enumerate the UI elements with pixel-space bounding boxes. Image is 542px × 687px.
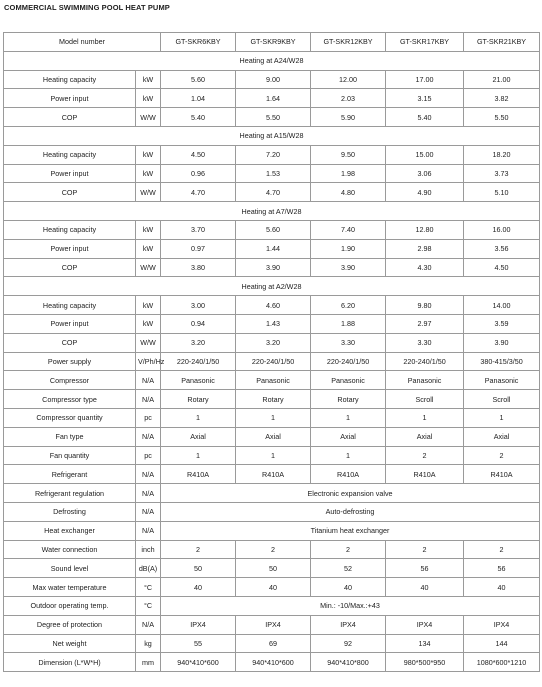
value-cell: 2.97 [386,314,464,333]
value-cell: 92 [311,634,386,653]
spec-row [4,465,540,484]
parameter-label: Compressor quantity [4,408,136,427]
value-cell: 17.00 [386,70,464,89]
value-cell: R410A [464,465,540,484]
unit-cell: pc [136,408,161,427]
value-cell: Rotary [311,390,386,409]
value-cell: Rotary [236,390,311,409]
value-cell: 5.40 [161,108,236,127]
value-cell: 7.40 [311,220,386,239]
value-cell: 1 [161,408,236,427]
value-cell: 1.98 [311,164,386,183]
unit-cell: W/W [136,183,161,202]
value-cell: 15.00 [386,145,464,164]
section-title-row [4,126,540,145]
model-name-cell: GT-SKR9KBY [236,33,311,52]
value-cell: 18.20 [464,145,540,164]
value-cell: 4.80 [311,183,386,202]
value-cell: 3.20 [236,333,311,352]
value-cell: 2 [161,540,236,559]
value-cell: 21.00 [464,70,540,89]
merged-value-cell: Titanium heat exchanger [161,521,540,540]
value-cell: Panasonic [464,371,540,390]
unit-cell: N/A [136,390,161,409]
model-header-row [4,33,540,52]
parameter-label: COP [4,108,136,127]
value-cell: R410A [161,465,236,484]
section-title: Heating at A24/W28 [4,51,540,70]
value-cell: 220-240/1/50 [161,352,236,371]
value-cell: 3.73 [464,164,540,183]
value-cell: 940*410*600 [161,653,236,672]
value-cell: 3.30 [386,333,464,352]
performance-row [4,239,540,258]
value-cell: 5.90 [311,108,386,127]
parameter-label: Net weight [4,634,136,653]
spec-row [4,615,540,634]
model-name-cell: GT-SKR6KBY [161,33,236,52]
unit-cell: N/A [136,427,161,446]
spec-row [4,502,540,521]
spec-table [3,32,540,672]
value-cell: 56 [386,559,464,578]
value-cell: 40 [464,578,540,597]
unit-cell: kW [136,70,161,89]
value-cell: 220-240/1/50 [311,352,386,371]
value-cell: 5.60 [236,220,311,239]
parameter-label: Power input [4,239,136,258]
spec-row [4,596,540,615]
performance-row [4,70,540,89]
spec-row [4,521,540,540]
value-cell: Axial [311,427,386,446]
value-cell: 3.59 [464,314,540,333]
unit-cell: W/W [136,333,161,352]
value-cell: Panasonic [386,371,464,390]
unit-cell: kW [136,314,161,333]
value-cell: 50 [161,559,236,578]
unit-cell: kW [136,89,161,108]
spec-row [4,390,540,409]
performance-row [4,164,540,183]
value-cell: 2 [464,446,540,465]
value-cell: Panasonic [311,371,386,390]
value-cell: 9.80 [386,296,464,315]
unit-cell: dB(A) [136,559,161,578]
value-cell: 1 [161,446,236,465]
value-cell: 3.70 [161,220,236,239]
value-cell: 1.53 [236,164,311,183]
value-cell: 40 [311,578,386,597]
value-cell: 2 [464,540,540,559]
value-cell: 2 [386,446,464,465]
value-cell: 7.20 [236,145,311,164]
value-cell: 6.20 [311,296,386,315]
merged-value-cell: Auto-defrosting [161,502,540,521]
value-cell: 5.50 [236,108,311,127]
model-name-cell: GT-SKR17KBY [386,33,464,52]
value-cell: 3.00 [161,296,236,315]
section-title: Heating at A7/W28 [4,202,540,221]
value-cell: 5.10 [464,183,540,202]
value-cell: 980*500*950 [386,653,464,672]
value-cell: 3.90 [311,258,386,277]
parameter-label: Dimension (L*W*H) [4,653,136,672]
value-cell: 1.90 [311,239,386,258]
parameter-label: Compressor type [4,390,136,409]
spec-row [4,484,540,503]
parameter-label: Power input [4,164,136,183]
parameter-label: Refrigerant [4,465,136,484]
value-cell: 14.00 [464,296,540,315]
spec-table-body [4,33,540,672]
value-cell: 3.90 [236,258,311,277]
value-cell: 12.00 [311,70,386,89]
spec-row [4,352,540,371]
parameter-label: Compressor [4,371,136,390]
unit-cell: W/W [136,108,161,127]
spec-row [4,371,540,390]
value-cell: Axial [161,427,236,446]
value-cell: IPX4 [161,615,236,634]
value-cell: Scroll [464,390,540,409]
performance-row [4,108,540,127]
unit-cell: kW [136,220,161,239]
value-cell: IPX4 [464,615,540,634]
section-title: Heating at A2/W28 [4,277,540,296]
value-cell: 0.96 [161,164,236,183]
parameter-label: Water connection [4,540,136,559]
unit-cell: kW [136,239,161,258]
parameter-label: Defrosting [4,502,136,521]
value-cell: 1 [311,408,386,427]
spec-row [4,427,540,446]
value-cell: 1 [236,408,311,427]
unit-cell: °C [136,578,161,597]
value-cell: Axial [386,427,464,446]
unit-cell: V/Ph/Hz [136,352,161,371]
value-cell: 12.80 [386,220,464,239]
value-cell: 3.15 [386,89,464,108]
value-cell: 4.90 [386,183,464,202]
value-cell: 55 [161,634,236,653]
unit-cell: °C [136,596,161,615]
unit-cell: kW [136,145,161,164]
value-cell: Panasonic [236,371,311,390]
section-title-row [4,202,540,221]
value-cell: 1.43 [236,314,311,333]
spec-row [4,634,540,653]
value-cell: 380-415/3/50 [464,352,540,371]
value-cell: 4.60 [236,296,311,315]
parameter-label: Degree of protection [4,615,136,634]
section-title-row [4,51,540,70]
unit-cell: N/A [136,521,161,540]
value-cell: Axial [464,427,540,446]
section-title: Heating at A15/W28 [4,126,540,145]
value-cell: 40 [161,578,236,597]
value-cell: 9.50 [311,145,386,164]
spec-row [4,559,540,578]
spec-row [4,408,540,427]
value-cell: Panasonic [161,371,236,390]
parameter-label: COP [4,333,136,352]
value-cell: 3.90 [464,333,540,352]
value-cell: Rotary [161,390,236,409]
value-cell: 1 [464,408,540,427]
value-cell: 1.44 [236,239,311,258]
spec-row [4,446,540,465]
performance-row [4,296,540,315]
merged-value-cell: Electronic expansion valve [161,484,540,503]
performance-row [4,220,540,239]
value-cell: 4.30 [386,258,464,277]
value-cell: 5.40 [386,108,464,127]
unit-cell: N/A [136,371,161,390]
parameter-label: COP [4,258,136,277]
parameter-label: Outdoor operating temp. [4,596,136,615]
unit-cell: inch [136,540,161,559]
value-cell: 56 [464,559,540,578]
value-cell: 9.00 [236,70,311,89]
unit-cell: W/W [136,258,161,277]
performance-row [4,333,540,352]
section-title-row [4,277,540,296]
performance-row [4,89,540,108]
value-cell: 1 [386,408,464,427]
value-cell: Scroll [386,390,464,409]
value-cell: 1 [311,446,386,465]
value-cell: 220-240/1/50 [386,352,464,371]
spec-row [4,540,540,559]
value-cell: R410A [236,465,311,484]
parameter-label: Sound level [4,559,136,578]
value-cell: 5.60 [161,70,236,89]
value-cell: R410A [311,465,386,484]
value-cell: IPX4 [386,615,464,634]
value-cell: 1.88 [311,314,386,333]
value-cell: 3.82 [464,89,540,108]
value-cell: 940*410*800 [311,653,386,672]
unit-cell: N/A [136,484,161,503]
value-cell: 52 [311,559,386,578]
value-cell: IPX4 [236,615,311,634]
value-cell: 3.30 [311,333,386,352]
value-cell: 2 [311,540,386,559]
unit-cell: kW [136,164,161,183]
parameter-label: COP [4,183,136,202]
unit-cell: N/A [136,502,161,521]
value-cell: 940*410*600 [236,653,311,672]
value-cell: 2.98 [386,239,464,258]
parameter-label: Fan quantity [4,446,136,465]
value-cell: R410A [386,465,464,484]
parameter-label: Power input [4,89,136,108]
parameter-label: Power supply [4,352,136,371]
parameter-label: Heating capacity [4,70,136,89]
unit-cell: kg [136,634,161,653]
unit-cell: N/A [136,615,161,634]
value-cell: 3.56 [464,239,540,258]
merged-value-cell: Min.: -10/Max.:+43 [161,596,540,615]
performance-row [4,258,540,277]
model-name-cell: GT-SKR21KBY [464,33,540,52]
parameter-label: Fan type [4,427,136,446]
value-cell: 50 [236,559,311,578]
parameter-label: Power input [4,314,136,333]
value-cell: 4.50 [161,145,236,164]
value-cell: 5.50 [464,108,540,127]
value-cell: 4.70 [236,183,311,202]
value-cell: 16.00 [464,220,540,239]
unit-cell: pc [136,446,161,465]
value-cell: 1 [236,446,311,465]
value-cell: 144 [464,634,540,653]
value-cell: 40 [236,578,311,597]
value-cell: 69 [236,634,311,653]
parameter-label: Heat exchanger [4,521,136,540]
unit-cell: mm [136,653,161,672]
value-cell: 0.97 [161,239,236,258]
parameter-label: Max water temperature [4,578,136,597]
spec-row [4,578,540,597]
model-name-cell: GT-SKR12KBY [311,33,386,52]
value-cell: 220-240/1/50 [236,352,311,371]
value-cell: 4.70 [161,183,236,202]
parameter-label: Heating capacity [4,296,136,315]
performance-row [4,145,540,164]
value-cell: 1.04 [161,89,236,108]
parameter-label: Heating capacity [4,145,136,164]
value-cell: 2.03 [311,89,386,108]
value-cell: 2 [386,540,464,559]
performance-row [4,314,540,333]
unit-cell: kW [136,296,161,315]
page-title: COMMERCIAL SWIMMING POOL HEAT PUMP [4,3,170,12]
value-cell: 3.06 [386,164,464,183]
model-number-label: Model number [4,33,161,52]
value-cell: 2 [236,540,311,559]
value-cell: 0.94 [161,314,236,333]
parameter-label: Refrigerant regulation [4,484,136,503]
spec-row [4,653,540,672]
value-cell: IPX4 [311,615,386,634]
value-cell: 1.64 [236,89,311,108]
value-cell: 3.80 [161,258,236,277]
unit-cell: N/A [136,465,161,484]
value-cell: 4.50 [464,258,540,277]
value-cell: Axial [236,427,311,446]
parameter-label: Heating capacity [4,220,136,239]
value-cell: 3.20 [161,333,236,352]
value-cell: 134 [386,634,464,653]
performance-row [4,183,540,202]
value-cell: 1080*600*1210 [464,653,540,672]
value-cell: 40 [386,578,464,597]
